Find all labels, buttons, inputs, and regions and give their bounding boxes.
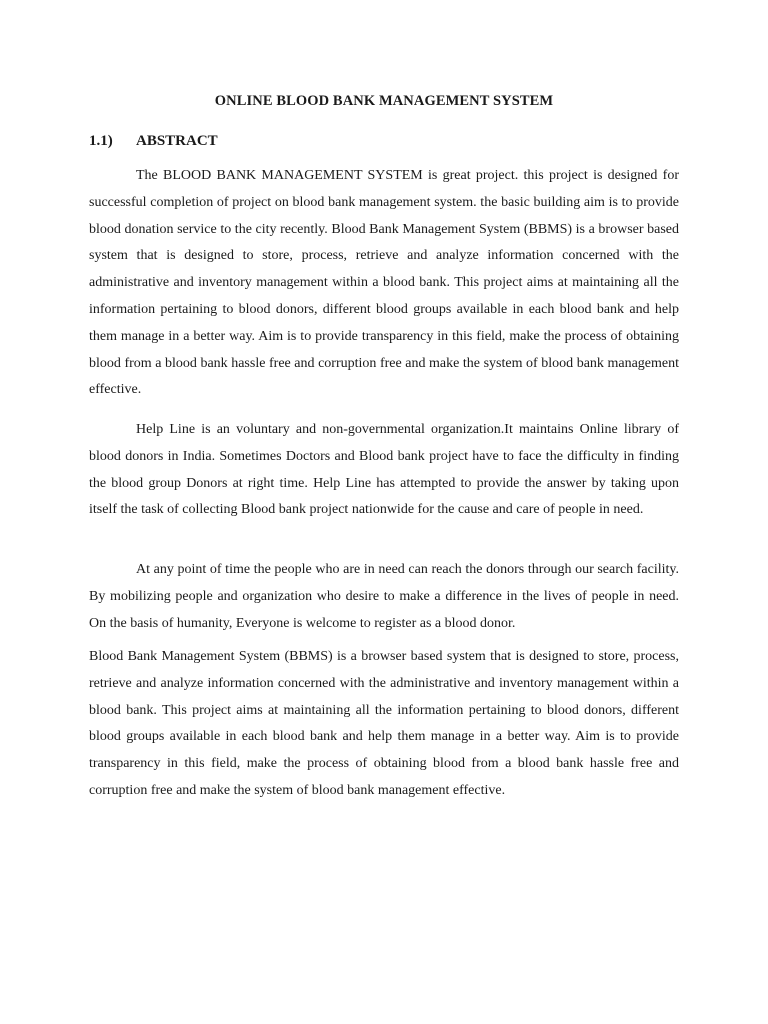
paragraph-4: Blood Bank Management System (BBMS) is a browser based system that is designed to store, process, retrieve and analyze information concerned with the administrative and inventory management within a blood bank. This project aims at maintaining all the information pertaining to blood donors, different blood groups available in each blood bank and help them manage in a better way. Aim is to provide transparency in this field, make the process of obtaining blood from a blood bank hassle free and corruption free and make the system of blood bank management effective. — [89, 649, 679, 798]
paragraph-1: The BLOOD BANK MANAGEMENT SYSTEM is great project. this project is designed for successful completion of project on blood bank management system. the basic building aim is to provide blood donation service to the city recently. Blood Bank Management System (BBMS) is a browser based system that is designed to store, process, retrieve and analyze information concerned with the administrative and inventory management within a blood bank. This project aims at maintaining all the information pertaining to blood donors, different blood groups available in each blood bank and help them manage in a better way. Aim is to provide transparency in this field, make the process of obtaining blood from a blood bank hassle free and corruption free and make the system of blood bank management effective. — [89, 168, 679, 398]
section-heading — [89, 133, 218, 150]
section-number: 1.1) — [89, 133, 113, 149]
paragraph-2: Help Line is an voluntary and non-governmental organization.It maintains Online library of blood donors in India. Sometimes Doctors and Blood bank project have to face the difficulty in finding the blood group Donors at right time. Help Line has attempted to provide the answer by taking upon itself the task of collecting Blood bank project nationwide for the cause and care of people in need. — [89, 422, 679, 518]
document-title: ONLINE BLOOD BANK MANAGEMENT SYSTEM — [214, 93, 554, 109]
section-title: ABSTRACT — [136, 133, 218, 149]
paragraph-3: At any point of time the people who are in need can reach the donors through our search facility. By mobilizing people and organization who desire to make a difference in the lives of people in need. On the basis of humanity, Everyone is welcome to register as a blood donor. — [89, 562, 679, 631]
